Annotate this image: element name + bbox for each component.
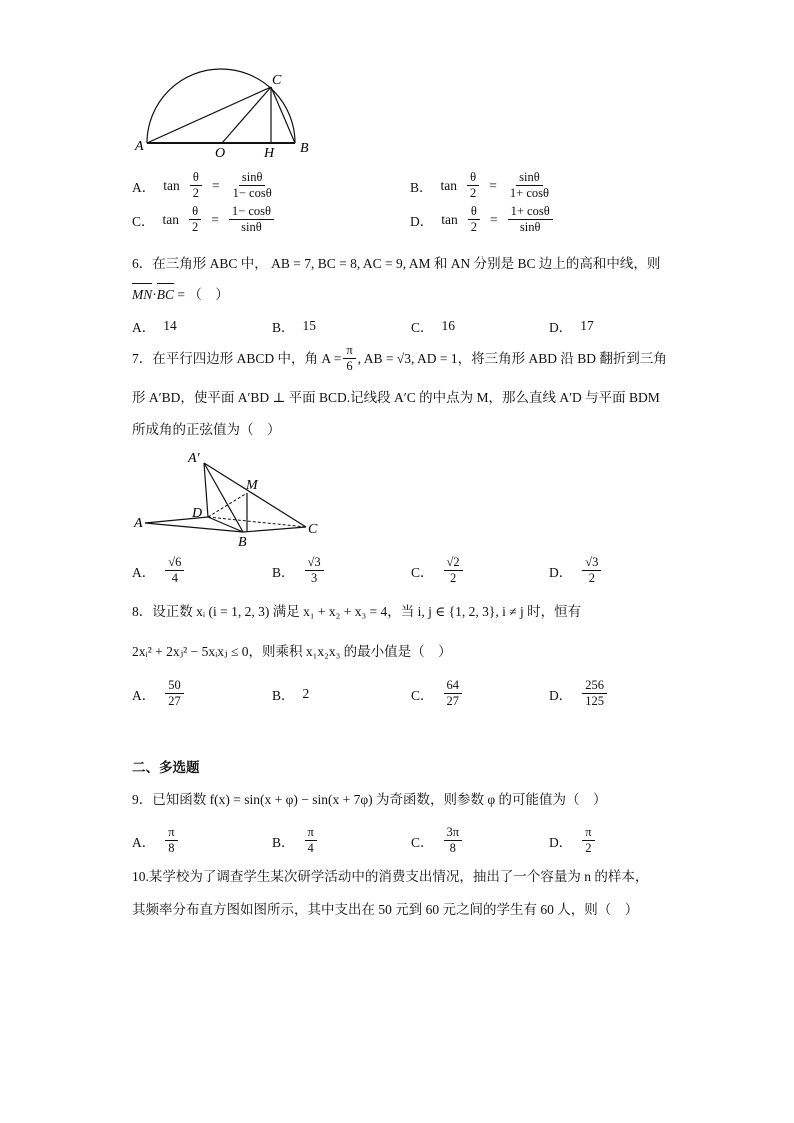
label-a: A	[135, 139, 144, 154]
fraction: $\frac{\sin\theta}{1+ \cos\theta}$	[509, 170, 549, 200]
label-b: B	[238, 535, 247, 550]
option-lhs: tan	[440, 177, 458, 193]
label-m: M	[246, 478, 258, 493]
q6-stem-2: MN·BC = （ ）	[132, 285, 229, 305]
q9-option-d: D． $\frac{\pi}{2}$	[549, 825, 597, 856]
semicircle-figure	[130, 60, 330, 160]
fraction: $\frac{1+ \cos\theta}{\sin\theta}$	[508, 204, 553, 235]
q6-option-b: B． 15	[272, 318, 317, 335]
label-d: D	[192, 506, 203, 521]
q8-option-b: B． 2	[272, 686, 310, 703]
label-h: H	[264, 146, 275, 160]
q9-option-c: C． $\frac{3\pi}{8}$	[411, 825, 464, 856]
q10-stem: 10.某学校为了调查学生某次研学活动中的消费支出情况，抽出了一个容量为 n 的样本，	[132, 869, 649, 884]
q8-stem-2: 2xᵢ² + 2xⱼ² − 5xᵢxⱼ ≤ 0，则乘积 x₁x₂x₃ 的最小值是（ ）	[132, 644, 452, 659]
option-letter: B．	[410, 179, 433, 195]
equals: =	[489, 177, 497, 193]
q7-option-a: A． $\frac{√6}{4}$	[132, 555, 186, 586]
q8-option-a: A． $\frac{50}{27}$	[132, 678, 186, 709]
fraction: $\frac{\pi}{6}$	[343, 343, 355, 374]
label-a: A	[134, 516, 143, 531]
q7-stem: 7．在平行四边形 ABCD 中，角 A = $\frac{\pi}{6}$ , AB = √3, AD = 1，将三角形 ABD 沿 BD 翻折到三角	[132, 343, 667, 373]
label-b: B	[300, 141, 309, 156]
vector-mn: MN	[132, 285, 152, 305]
q10-stem-2: 其频率分布直方图如图所示，其中支出在 50 元到 60 元之间的学生有 60 人，则（ ）	[132, 902, 639, 917]
fold-figure	[130, 445, 330, 550]
label-o: O	[215, 146, 226, 160]
fraction: $\frac{\theta}{2}$	[467, 170, 479, 201]
equals: =	[490, 211, 498, 227]
fraction: $\frac{1- \cos\theta}{\sin\theta}$	[229, 204, 274, 235]
q5-option-b	[410, 170, 554, 201]
equals: =	[211, 211, 219, 227]
fraction: $\frac{\theta}{2}$	[190, 170, 202, 201]
section-title: 二、多选题	[132, 760, 200, 775]
q8-option-d: D． $\frac{256}{125}$	[549, 678, 609, 709]
label-a-prime: A′	[188, 451, 200, 466]
q9-stem: 9．已知函数 f(x) = sin(x + φ) − sin(x + 7φ) 为奇函数，则参数 φ 的可能值为（ ）	[132, 792, 607, 807]
q7-option-c: C． $\frac{√2}{2}$	[411, 555, 465, 586]
q8-option-c: C． $\frac{64}{27}$	[411, 678, 464, 709]
q8-stem: 8．设正数 xᵢ (i = 1, 2, 3) 满足 x₁ + x₂ + x₃ = 4，当 i, j ∈ {1, 2, 3}, i ≠ j 时，恒有	[132, 604, 582, 619]
option-letter: C．	[132, 213, 155, 229]
q6-stem: 6．在三角形 ABC 中， AB = 7, BC = 8, AC = 9, AM 和 AN 分别是 BC 边上的高和中线，则	[132, 256, 661, 271]
option-letter: D．	[410, 213, 434, 229]
equals: =	[212, 177, 220, 193]
option-lhs: tan	[163, 177, 180, 193]
fraction: $\frac{\sin\theta}{1- \cos\theta}$	[232, 170, 272, 200]
fraction: $\frac{\theta}{2}$	[468, 204, 480, 235]
q7-stem-3: 所成角的正弦值为（ ）	[132, 422, 281, 437]
label-c: C	[308, 522, 318, 537]
q9-option-b: B． $\frac{\pi}{4}$	[272, 825, 319, 856]
option-letter: A．	[132, 179, 156, 195]
q7-stem-2: 形 A′BD，使平面 A′BD ⊥ 平面 BCD.记线段 A′C 的中点为 M，那么直线 A′D 与平面 BDM	[132, 390, 660, 405]
q5-option-d	[410, 204, 555, 235]
q6-option-c: C． 16	[411, 318, 456, 335]
q7-option-b: B． $\frac{√3}{3}$	[272, 555, 326, 586]
q5-option-a	[132, 170, 277, 201]
q6-option-d: D． 17	[549, 318, 594, 335]
q9-option-a: A． $\frac{\pi}{8}$	[132, 825, 180, 856]
q6-option-a: A． 14	[132, 318, 177, 335]
label-c: C	[272, 73, 282, 88]
q7-option-d: D． $\frac{√3}{2}$	[549, 555, 603, 586]
option-lhs: tan	[441, 211, 458, 227]
vector-bc: BC	[157, 285, 174, 305]
q5-option-c	[132, 204, 276, 235]
option-lhs: tan	[162, 211, 180, 227]
fraction: $\frac{\theta}{2}$	[189, 204, 201, 235]
